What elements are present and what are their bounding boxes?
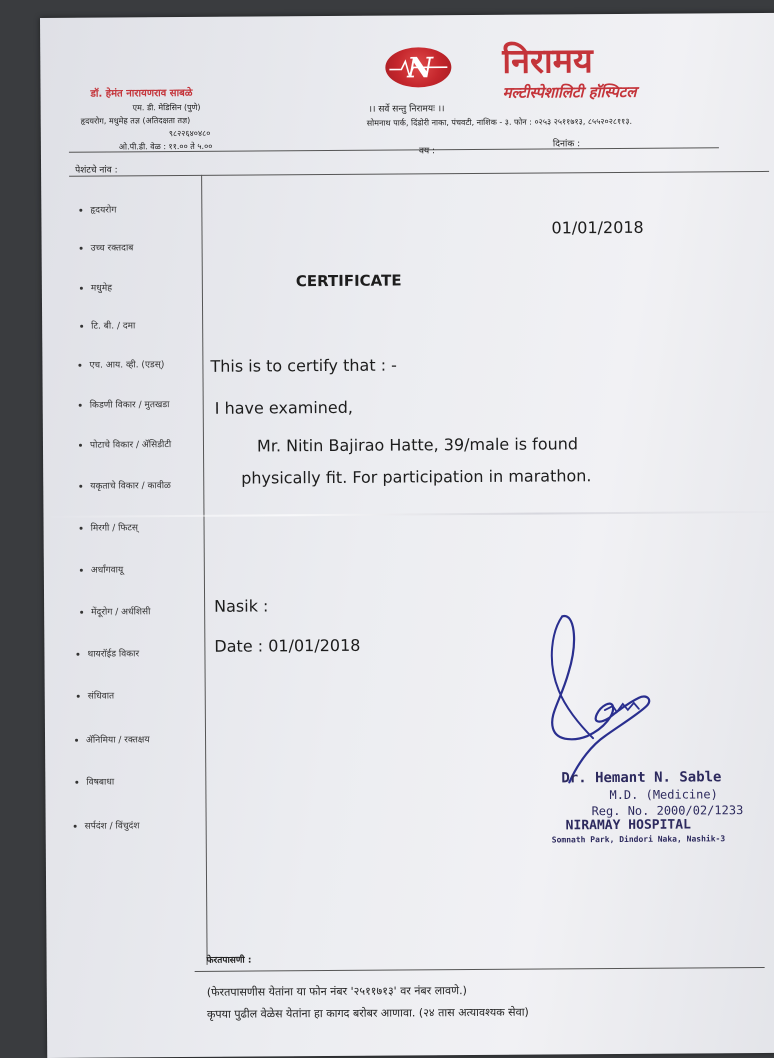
prescription-sheet: [40, 13, 774, 1058]
list-item: टि. बी. / दमा: [80, 318, 135, 331]
doctor-phone: ९८२२६४०४८०: [168, 128, 211, 139]
opd-timing: ओ.पी.डी. वेळ : ११.०० ते ५.००: [118, 141, 213, 152]
hospital-logo: [385, 47, 451, 87]
doctor-signature: [534, 610, 685, 791]
bullet-icon: [75, 739, 78, 742]
footer-bring-note: कृपया पुढील वेळेस येतांना हा कागद बरोबर आणावा. (२४ तास अत्यावश्यक सेवा): [206, 1005, 529, 1021]
doctor-specialty: हृदयरोग, मधुमेह तज्ञ (अतिदक्षता तज्ञ): [80, 115, 191, 126]
bullet-icon: [76, 653, 79, 656]
bullet-icon: [80, 325, 83, 328]
list-item: पोटाचे विकार / ॲसिडीटी: [79, 437, 171, 451]
svg-text:N: N: [407, 51, 434, 85]
patient-rule: [69, 171, 769, 177]
list-item: अर्धांगवायू: [80, 562, 123, 575]
list-item: संधिवात: [77, 688, 115, 701]
certify-line: This is to certify that : -: [210, 355, 397, 376]
list-item: विषबाधा: [75, 775, 114, 788]
doctor-name: डॉ. हेमंत नारायणराव साबळे: [90, 87, 193, 100]
list-item: मधुमेह: [80, 281, 112, 294]
list-item: एच. आय. व्ही. (एडस्): [78, 357, 164, 371]
list-item: ॲनिमिया / रक्तक्षय: [75, 732, 150, 746]
stamp-registration: Reg. No. 2000/02/1233: [591, 803, 744, 819]
patient-name-label: पेशंटचे नांव :: [75, 165, 118, 176]
bullet-icon: [79, 444, 82, 447]
list-item: किडणी विकार / मुतखडा: [79, 397, 170, 411]
heartbeat-icon: [385, 47, 451, 87]
footer-phone-note: (फेरतपासणीस येतांना या फोन नंबर '२५११७१३' वर नंबर लावणे.): [206, 984, 467, 999]
list-item: थायरॉईड विकार: [76, 646, 139, 659]
bullet-icon: [75, 781, 78, 784]
bullet-icon: [78, 364, 81, 367]
age-label: वय :: [418, 146, 436, 157]
disease-list: [73, 202, 208, 863]
footer-rule: [195, 967, 765, 972]
date-line: Date : 01/01/2018: [214, 635, 361, 656]
bullet-icon: [74, 825, 77, 828]
patient-details-line: Mr. Nitin Bajirao Hatte, 39/male is found: [256, 434, 579, 456]
examined-line: I have examined,: [214, 397, 354, 418]
list-item: यकृताचे विकार / कावीळ: [79, 478, 171, 492]
list-item: हृदयरोग: [79, 202, 116, 215]
stamp-doctor-name: Dr. Hemant N. Sable: [561, 769, 722, 787]
hospital-name: निरामय: [502, 41, 593, 82]
bullet-icon: [79, 209, 82, 212]
bullet-icon: [77, 695, 80, 698]
bullet-icon: [79, 404, 82, 407]
followup-label: फेरतपासणी :: [206, 955, 252, 966]
stamp-hospital: NIRAMAY HOSPITAL: [565, 817, 691, 834]
hospital-address: सोमनाथ पार्क, दिंडोरी नाका, पंचवटी, नाशिक - ३. फोन : ०२५३ २५११७१३, ८५५२०२८११३.: [366, 116, 633, 128]
stamp-degree: M.D. (Medicine): [609, 787, 718, 803]
list-item: मेंदूरोग / अर्धशिसी: [80, 604, 150, 617]
fitness-line: physically fit. For participation in marathon.: [241, 466, 592, 488]
list-item: सर्पदंश / विंचुदंश: [74, 818, 140, 831]
date-label: दिनांक :: [552, 139, 581, 150]
certificate-date: 01/01/2018: [551, 217, 644, 238]
bullet-icon: [80, 287, 83, 290]
certificate-title: CERTIFICATE: [295, 271, 402, 291]
bullet-icon: [80, 247, 83, 250]
doctor-degree: एम. डी. मेडिसिन (पुणे): [132, 102, 201, 113]
list-item: उच्च रक्तदाब: [80, 240, 134, 253]
list-item: मिरगी / फिटस्: [80, 520, 139, 533]
bullet-icon: [79, 485, 82, 488]
bullet-icon: [80, 527, 83, 530]
bullet-icon: [80, 611, 83, 614]
bullet-icon: [80, 569, 83, 572]
place-line: Nasik :: [214, 596, 269, 616]
stamp-address: Somnath Park, Dindori Naka, Nashik-3: [551, 834, 726, 845]
hospital-motto: ।। सर्वे सन्तु निरामयः ।।: [368, 104, 445, 115]
hospital-subtitle: मल्टीस्पेशालिटी हॉस्पिटल: [502, 82, 637, 102]
